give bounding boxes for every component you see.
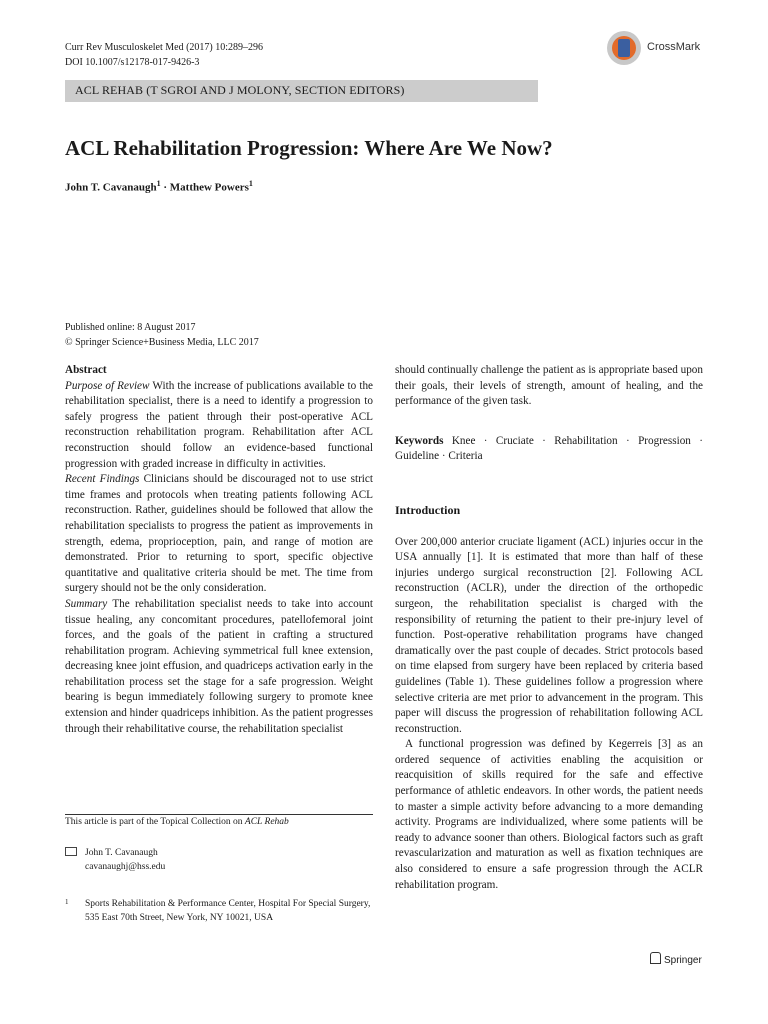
keywords-label: Keywords bbox=[395, 434, 444, 447]
section-label: ACL REHAB (T SGROI AND J MOLONY, SECTION EDITORS) bbox=[75, 83, 405, 97]
abstract-heading: Abstract bbox=[65, 364, 107, 376]
copyright-line: © Springer Science+Business Media, LLC 2017 bbox=[65, 337, 259, 348]
intro-paragraph: Over 200,000 anterior cruciate ligament (ACL) injuries occur in the USA annually [1]. It is estimated that more than half of these injuries undergo surgical reconstruction [2]. Following ACL reconstruction (ACLR), under the direction of the orthopedic surgeon, the rehabilitation specialist is charged with the responsibility of returning the patient to their pre-injury level of function. Post-operative rehabilitation programs have changed dramatically over the past couple of decades. Strict protocols based on time elapsed from surgery have been replaced by criteria based guidelines (Table 1). These guidelines follow a progression where selective criteria are met prior to advancement in the program. This paper will discuss the progression of rehabilitation following ACL reconstruction. bbox=[395, 535, 703, 735]
author-name[interactable]: John T. Cavanaugh bbox=[65, 181, 157, 194]
topical-prefix: This article is part of the Topical Collection on bbox=[65, 817, 245, 827]
publisher-name: Springer bbox=[664, 955, 702, 966]
affiliation-marker: 1 bbox=[156, 179, 161, 188]
section-banner bbox=[65, 80, 538, 102]
abstract-continued: should continually challenge the patient as is appropriate based upon their goals, their levels of strength, amount of healing, and the performance of the given task. bbox=[395, 364, 703, 408]
affiliation-number: 1 bbox=[65, 898, 69, 906]
author-name[interactable]: Matthew Powers bbox=[169, 181, 249, 194]
crossmark-label: CrossMark bbox=[647, 41, 701, 53]
article-title: ACL Rehabilitation Progression: Where Are We Now? bbox=[65, 136, 553, 160]
published-date: Published online: 8 August 2017 bbox=[65, 322, 196, 333]
abstract-purpose bbox=[65, 379, 373, 473]
topical-collection-note bbox=[65, 814, 373, 827]
purpose-text: With the increase of publications available to the rehabilitation specialist, there is a need to identify a progression to safely progress the patient through their post-operative ACL reconstruction rehabilitation program. Rehabilitation after ACL reconstruction should follow an evidence-based functional progression with graded increase in difficulty in activities. bbox=[65, 379, 374, 470]
crossmark-badge[interactable] bbox=[607, 31, 707, 67]
topical-collection-link[interactable]: ACL Rehab bbox=[244, 817, 289, 827]
envelope-icon bbox=[65, 847, 77, 856]
journal-reference: Curr Rev Musculoskelet Med (2017) 10:289–296 bbox=[65, 42, 264, 53]
findings-text: Clinicians should be discouraged not to use strict time frames and protocols when treating patients following ACL reconstruction. Rather, guidelines should be followed that allow the rehabilitation specialists to progress the patient as improvements in strength, edema, proprioception, pain, and range of motion are demonstrated. Prior to returning to sport, specific objective quantitative and qualitative criteria should be met. The time from surgery should not be the only consideration. bbox=[65, 473, 373, 595]
introduction-heading: Introduction bbox=[395, 502, 461, 517]
publisher-logo bbox=[650, 952, 702, 966]
abstract-findings bbox=[65, 472, 373, 597]
right-column bbox=[395, 363, 703, 893]
keywords-text: Knee · Cruciate · Rehabilitation · Progression · Guideline · Criteria bbox=[395, 434, 703, 463]
abstract-summary bbox=[65, 597, 373, 737]
affiliation-marker: 1 bbox=[248, 179, 253, 188]
contact-email[interactable]: cavanaughj@hss.edu bbox=[85, 862, 166, 872]
author-line bbox=[65, 179, 253, 194]
summary-text: The rehabilitation specialist needs to take into account tissue healing, any concomitant procedures, patellofemoral joint forces, and the goals of the patient in crafting a structured rehabilitation program. Achieving symmetrical full knee extension, decreasing knee joint effusion, and quadriceps activation early in the rehabilitation process set the stage for a safe progression. Weight bearing is begun immediately following surgery to promote knee extension and hinder quadriceps inhibition. As the patient progresses through their rehabilitative course, the rehabilitation specialist bbox=[65, 597, 373, 735]
affiliation-text: Sports Rehabilitation & Performance Center, Hospital For Special Surgery, 535 East 70th Street, New York, NY 10021, USA bbox=[85, 899, 371, 923]
intro-paragraph: A functional progression was defined by Kegerreis [3] as an ordered sequence of activities enabling the acquisition or reacquisition of skills required for the safe and effective performance of athletic endeavors. In other words, the patient needs to master a simple activity before advancing to a more demanding activity. Programs are individualized, where some patients will be ready to advance sooner than others. Biological factors such as graft revascularization and maturation as well as fixation techniques are also considered to ensure a safe progression through the ACLR rehabilitation program. bbox=[395, 738, 703, 891]
summary-label: Summary bbox=[65, 597, 108, 610]
contact-name: John T. Cavanaugh bbox=[85, 848, 158, 858]
crossmark-icon bbox=[607, 31, 641, 65]
keywords bbox=[395, 434, 703, 465]
abstract-column bbox=[65, 363, 373, 737]
doi[interactable]: DOI 10.1007/s12178-017-9426-3 bbox=[65, 57, 200, 68]
author-separator: · bbox=[160, 181, 170, 194]
springer-horse-icon bbox=[650, 952, 661, 964]
publication-info bbox=[65, 320, 259, 350]
findings-label: Recent Findings bbox=[65, 473, 140, 486]
purpose-label: Purpose of Review bbox=[65, 379, 150, 392]
journal-citation bbox=[65, 40, 263, 70]
